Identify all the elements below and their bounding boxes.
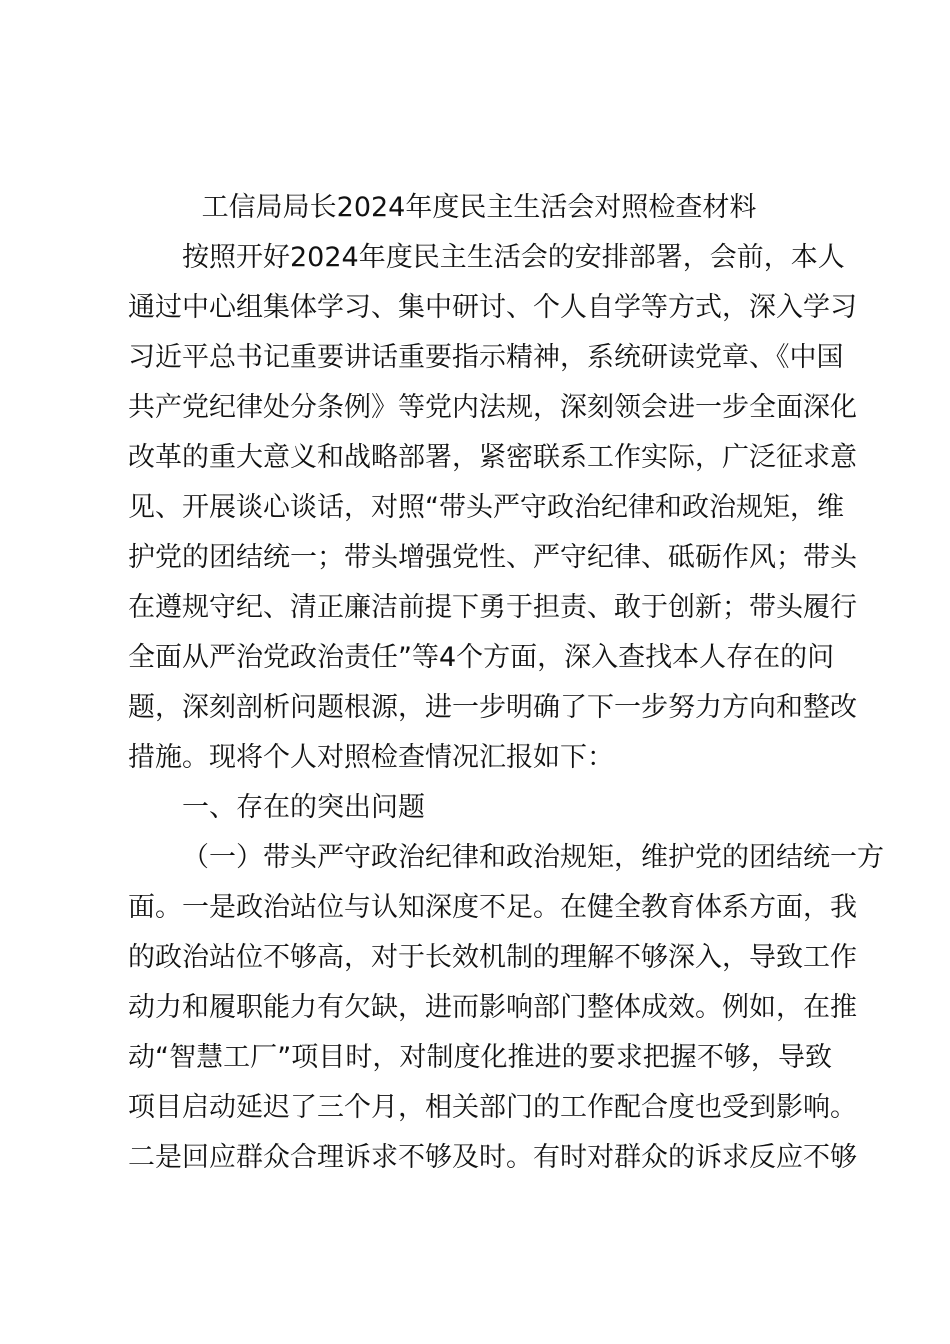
paragraph-line: 题，深刻剖析问题根源，进一步明确了下一步努力方向和整改 <box>128 692 857 723</box>
paragraph-line: 改革的重大意义和战略部署，紧密联系工作实际，广泛征求意 <box>128 442 857 473</box>
paragraph-line: 护党的团结统一；带头增强党性、严守纪律、砥砺作风；带头 <box>128 542 857 573</box>
paragraph-line: （一）带头严守政治纪律和政治规矩，维护党的团结统一方 <box>182 842 884 873</box>
paragraph-line: 面。一是政治站位与认知深度不足。在健全教育体系方面，我 <box>128 892 857 923</box>
paragraph-line: 动力和履职能力有欠缺，进而影响部门整体成效。例如，在推 <box>128 992 857 1023</box>
paragraph-line: 二是回应群众合理诉求不够及时。有时对群众的诉求反应不够 <box>128 1142 857 1173</box>
paragraph-line: 在遵规守纪、清正廉洁前提下勇于担责、敢于创新；带头履行 <box>128 592 857 623</box>
paragraph-line: 按照开好2024年度民主生活会的安排部署，会前，本人 <box>182 242 845 273</box>
paragraph-line: 动“智慧工厂”项目时，对制度化推进的要求把握不够，导致 <box>128 1042 832 1073</box>
paragraph-line: 措施。现将个人对照检查情况汇报如下： <box>128 742 614 773</box>
document-title: 工信局局长2024年度民主生活会对照检查材料 <box>201 192 757 223</box>
paragraph-line: 习近平总书记重要讲话重要指示精神，系统研读党章、《中国 <box>128 342 844 373</box>
paragraph-line: 的政治站位不够高，对于长效机制的理解不够深入，导致工作 <box>128 942 857 973</box>
paragraph-line: 通过中心组集体学习、集中研讨、个人自学等方式，深入学习 <box>128 292 857 323</box>
paragraph-line: 见、开展谈心谈话，对照“带头严守政治纪律和政治规矩，维 <box>128 492 844 523</box>
paragraph-line: 共产党纪律处分条例》等党内法规，深刻领会进一步全面深化 <box>128 392 857 423</box>
section-heading: 一、存在的突出问题 <box>182 792 425 823</box>
paragraph-line: 全面从严治党政治责任”等4个方面，深入查找本人存在的问 <box>128 642 835 673</box>
paragraph-line: 项目启动延迟了三个月，相关部门的工作配合度也受到影响。 <box>128 1092 857 1123</box>
